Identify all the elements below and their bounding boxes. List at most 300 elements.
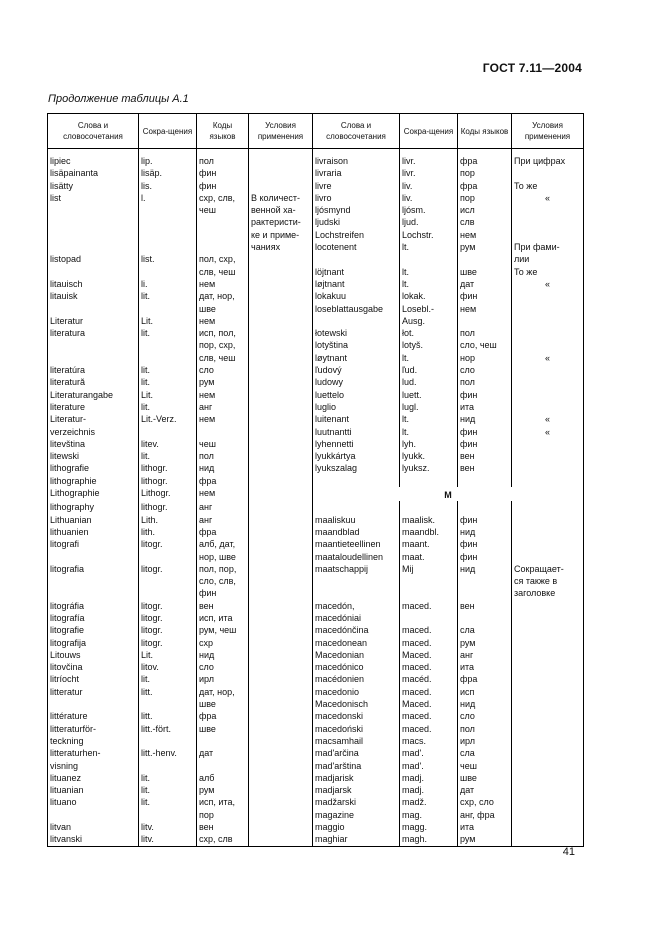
left-condition (249, 426, 313, 438)
left-word: litauisch (48, 278, 139, 290)
table-row (48, 796, 584, 808)
table-row (48, 612, 584, 624)
right-word: lyukkártya (313, 450, 400, 462)
right-abbr: ljósm. (400, 204, 458, 216)
right-lang: фин (458, 538, 512, 550)
left-lang: алб (197, 772, 249, 784)
left-word (48, 587, 139, 599)
right-word: maataloudellinen (313, 551, 400, 563)
left-word: lituanian (48, 784, 139, 796)
left-lang: нем (197, 278, 249, 290)
left-word (48, 216, 139, 228)
right-word: macedón, (313, 600, 400, 612)
left-condition (249, 266, 313, 278)
right-word: livraison (313, 155, 400, 167)
left-abbr: Lith. (139, 514, 197, 526)
right-condition: заголовке (512, 587, 584, 599)
right-word: maghiar (313, 833, 400, 846)
left-abbr (139, 352, 197, 364)
right-abbr: mad'. (400, 760, 458, 772)
right-abbr: madj. (400, 784, 458, 796)
right-abbr: Maced. (400, 649, 458, 661)
left-abbr (139, 735, 197, 747)
right-lang: нор (458, 352, 512, 364)
right-lang: пор (458, 192, 512, 204)
right-lang: фра (458, 673, 512, 685)
right-condition (512, 747, 584, 759)
right-abbr: maced. (400, 624, 458, 636)
left-word: litografi (48, 538, 139, 550)
right-lang: рум (458, 637, 512, 649)
right-condition (512, 698, 584, 710)
right-condition (512, 686, 584, 698)
right-lang: фин (458, 426, 512, 438)
left-condition (249, 167, 313, 179)
right-condition (512, 796, 584, 808)
left-word: Literatur- (48, 413, 139, 425)
left-condition (249, 526, 313, 538)
table-row (48, 514, 584, 526)
right-lang: нем (458, 303, 512, 315)
right-abbr: Lochstr. (400, 229, 458, 241)
right-abbr (400, 612, 458, 624)
left-condition (249, 450, 313, 462)
left-word: litovčina (48, 661, 139, 673)
left-lang: пол (197, 450, 249, 462)
right-abbr: livr. (400, 167, 458, 179)
right-abbr: lt. (400, 278, 458, 290)
left-lang: рум, чеш (197, 624, 249, 636)
left-abbr: litogr. (139, 624, 197, 636)
left-abbr (139, 809, 197, 821)
right-condition (512, 462, 584, 474)
left-abbr: lithogr. (139, 475, 197, 487)
right-abbr: magh. (400, 833, 458, 846)
right-abbr: liv. (400, 192, 458, 204)
right-abbr: Maced. (400, 698, 458, 710)
right-word: maantieteellinen (313, 538, 400, 550)
left-word: lithografie (48, 462, 139, 474)
right-condition: Сокращает- (512, 563, 584, 575)
left-abbr: litt. (139, 686, 197, 698)
table-row (48, 526, 584, 538)
left-word: litteratur (48, 686, 139, 698)
right-condition (512, 475, 584, 487)
left-abbr: litt.-fört. (139, 723, 197, 735)
left-condition: венной ха- (249, 204, 313, 216)
right-word: madžarski (313, 796, 400, 808)
left-lang: фин (197, 587, 249, 599)
left-abbr: lithogr. (139, 501, 197, 513)
right-lang: чеш (458, 760, 512, 772)
right-word: löjtnant (313, 266, 400, 278)
right-condition (512, 526, 584, 538)
right-word: lyhennetti (313, 438, 400, 450)
left-condition (249, 821, 313, 833)
left-lang: вен (197, 600, 249, 612)
left-abbr: lit. (139, 772, 197, 784)
table-row (48, 698, 584, 710)
left-abbr (139, 241, 197, 253)
right-abbr: maced. (400, 661, 458, 673)
right-lang: слв (458, 216, 512, 228)
left-word: Lithographie (48, 487, 139, 501)
left-word: listopad (48, 253, 139, 265)
left-condition (249, 180, 313, 192)
right-lang: фра (458, 180, 512, 192)
left-condition (249, 624, 313, 636)
right-lang: сло, чеш (458, 339, 512, 351)
right-condition (512, 167, 584, 179)
left-lang: пор (197, 809, 249, 821)
table-row (48, 389, 584, 401)
left-condition (249, 501, 313, 513)
section-letter: М (444, 490, 452, 501)
right-condition: « (512, 192, 584, 204)
left-lang: ирл (197, 673, 249, 685)
right-word: livre (313, 180, 400, 192)
right-condition (512, 784, 584, 796)
right-lang: сло (458, 364, 512, 376)
right-condition: лии (512, 253, 584, 265)
table-row (48, 229, 584, 241)
left-condition: чаниях (249, 241, 313, 253)
right-condition (512, 401, 584, 413)
right-condition (512, 327, 584, 339)
left-condition (249, 352, 313, 364)
right-lang (458, 587, 512, 599)
left-word (48, 204, 139, 216)
left-lang: схр, слв (197, 833, 249, 846)
right-condition (512, 649, 584, 661)
left-lang: фин (197, 167, 249, 179)
right-word: lokakuu (313, 290, 400, 302)
right-abbr (400, 253, 458, 265)
right-lang: пол (458, 723, 512, 735)
right-condition (512, 612, 584, 624)
right-word: macedonio (313, 686, 400, 698)
left-lang: пол, пор, (197, 563, 249, 575)
left-abbr: litogr. (139, 538, 197, 550)
right-word: luettelo (313, 389, 400, 401)
col-header-words: Слова и словосочетания (48, 114, 139, 149)
right-abbr: liv. (400, 180, 458, 192)
left-word: litvan (48, 821, 139, 833)
left-lang: сло, слв, (197, 575, 249, 587)
table-row (48, 735, 584, 747)
right-abbr: maalisk. (400, 514, 458, 526)
table-continuation-caption: Продолжение таблицы А.1 (48, 93, 189, 105)
table-row (48, 180, 584, 192)
right-abbr: lokak. (400, 290, 458, 302)
right-condition (512, 364, 584, 376)
left-word: litteraturför- (48, 723, 139, 735)
left-abbr: litogr. (139, 600, 197, 612)
table-row (48, 673, 584, 685)
left-condition (249, 637, 313, 649)
right-word: Lochstreifen (313, 229, 400, 241)
right-condition (512, 315, 584, 327)
left-word: literature (48, 401, 139, 413)
left-abbr (139, 587, 197, 599)
right-condition (512, 600, 584, 612)
left-lang: анг (197, 514, 249, 526)
left-abbr: Lit. (139, 649, 197, 661)
left-lang: рум (197, 784, 249, 796)
left-lang: чеш (197, 438, 249, 450)
left-condition (249, 327, 313, 339)
left-lang: нем (197, 389, 249, 401)
table-row (48, 475, 584, 487)
left-lang: исп, пол, (197, 327, 249, 339)
right-lang: вен (458, 462, 512, 474)
right-lang: шве (458, 772, 512, 784)
left-word: litríocht (48, 673, 139, 685)
left-word: verzeichnis (48, 426, 139, 438)
table-row (48, 772, 584, 784)
right-abbr: maandbl. (400, 526, 458, 538)
left-condition (249, 833, 313, 846)
left-lang: чеш (197, 204, 249, 216)
right-lang: нид (458, 563, 512, 575)
left-lang: схр (197, 637, 249, 649)
table-row (48, 253, 584, 265)
right-word: macédonien (313, 673, 400, 685)
left-abbr: lis. (139, 180, 197, 192)
table-row (48, 438, 584, 450)
left-lang: нем (197, 413, 249, 425)
left-abbr: lith. (139, 526, 197, 538)
abbreviation-table (47, 113, 584, 847)
left-condition (249, 796, 313, 808)
right-lang (458, 501, 512, 513)
left-condition (249, 587, 313, 599)
left-condition (249, 600, 313, 612)
right-condition (512, 376, 584, 388)
left-abbr (139, 575, 197, 587)
left-word: lithographie (48, 475, 139, 487)
right-word: macedóniai (313, 612, 400, 624)
right-abbr (400, 475, 458, 487)
left-lang: анг (197, 401, 249, 413)
right-condition (512, 216, 584, 228)
table-row (48, 501, 584, 513)
right-lang: фин (458, 551, 512, 563)
left-abbr: Lit. (139, 315, 197, 327)
left-condition (249, 413, 313, 425)
right-abbr: lt. (400, 266, 458, 278)
right-abbr: lt. (400, 413, 458, 425)
right-word: ljudski (313, 216, 400, 228)
right-abbr: magg. (400, 821, 458, 833)
right-abbr: lyh. (400, 438, 458, 450)
right-condition: « (512, 352, 584, 364)
right-word: magazine (313, 809, 400, 821)
left-condition (249, 278, 313, 290)
right-lang: фра (458, 155, 512, 167)
left-condition (249, 673, 313, 685)
right-condition (512, 723, 584, 735)
right-condition (512, 772, 584, 784)
left-condition (249, 735, 313, 747)
left-word: literatúra (48, 364, 139, 376)
right-abbr: ľud. (400, 364, 458, 376)
left-word (48, 241, 139, 253)
right-condition: При цифрах (512, 155, 584, 167)
left-abbr (139, 339, 197, 351)
left-abbr (139, 229, 197, 241)
right-word: livraria (313, 167, 400, 179)
left-abbr (139, 266, 197, 278)
col-header-cond: Условия применения (249, 114, 313, 149)
table-row (48, 784, 584, 796)
left-lang: нем (197, 315, 249, 327)
left-word: littérature (48, 710, 139, 722)
right-abbr: madž. (400, 796, 458, 808)
table-row (48, 303, 584, 315)
right-abbr: Losebl.- (400, 303, 458, 315)
right-word (313, 253, 400, 265)
right-condition (512, 229, 584, 241)
left-condition (249, 364, 313, 376)
left-condition (249, 462, 313, 474)
left-abbr (139, 204, 197, 216)
table-row (48, 833, 584, 846)
right-condition (512, 710, 584, 722)
right-lang: пор (458, 167, 512, 179)
right-lang: анг (458, 649, 512, 661)
left-lang: пол (197, 155, 249, 167)
right-word: mad'arčina (313, 747, 400, 759)
left-abbr: litov. (139, 661, 197, 673)
left-condition: ке и приме- (249, 229, 313, 241)
right-word: lotyština (313, 339, 400, 351)
left-word: litografía (48, 612, 139, 624)
right-condition: То же (512, 266, 584, 278)
standard-header: ГОСТ 7.11—2004 (482, 61, 582, 75)
right-word: maaliskuu (313, 514, 400, 526)
left-condition (249, 290, 313, 302)
right-lang: пол (458, 327, 512, 339)
right-abbr: maat. (400, 551, 458, 563)
left-abbr: litv. (139, 833, 197, 846)
left-abbr: lit. (139, 450, 197, 462)
left-lang: фра (197, 710, 249, 722)
right-abbr: Ausg. (400, 315, 458, 327)
right-lang: рум (458, 241, 512, 253)
table-row (48, 487, 584, 501)
left-condition (249, 575, 313, 587)
right-abbr: lugl. (400, 401, 458, 413)
right-condition (512, 833, 584, 846)
left-abbr: litt.-henv. (139, 747, 197, 759)
left-abbr (139, 303, 197, 315)
left-abbr: lit. (139, 364, 197, 376)
left-lang: сло (197, 661, 249, 673)
right-condition: « (512, 413, 584, 425)
right-abbr: madj. (400, 772, 458, 784)
right-abbr: maced. (400, 686, 458, 698)
left-word (48, 809, 139, 821)
col-header-abbr: Сокра-щения (400, 114, 458, 149)
right-abbr (400, 501, 458, 513)
left-word (48, 575, 139, 587)
right-word: loseblattausgabe (313, 303, 400, 315)
right-lang: анг, фра (458, 809, 512, 821)
table-row (48, 462, 584, 474)
right-word: ludowy (313, 376, 400, 388)
left-lang: дат (197, 747, 249, 759)
left-condition (249, 760, 313, 772)
right-condition (512, 501, 584, 513)
left-word (48, 266, 139, 278)
left-lang (197, 241, 249, 253)
table-row (48, 352, 584, 364)
right-word: livro (313, 192, 400, 204)
left-abbr: list. (139, 253, 197, 265)
right-lang (458, 315, 512, 327)
right-abbr: maced. (400, 723, 458, 735)
right-abbr: lyuksz. (400, 462, 458, 474)
right-lang: сло (458, 710, 512, 722)
left-abbr: lit. (139, 796, 197, 808)
right-condition (512, 673, 584, 685)
left-condition (249, 303, 313, 315)
left-abbr: lit. (139, 290, 197, 302)
left-word: litografia (48, 563, 139, 575)
right-condition: При фами- (512, 241, 584, 253)
right-word: maatschappij (313, 563, 400, 575)
left-word: Litouws (48, 649, 139, 661)
right-condition (512, 204, 584, 216)
left-abbr (139, 760, 197, 772)
right-word: luutnantti (313, 426, 400, 438)
right-abbr: maced. (400, 637, 458, 649)
table-row (48, 649, 584, 661)
left-condition (249, 747, 313, 759)
table-row (48, 563, 584, 575)
table-row (48, 413, 584, 425)
right-lang: фин (458, 514, 512, 526)
left-abbr: litogr. (139, 612, 197, 624)
right-lang: шве (458, 266, 512, 278)
left-condition (249, 475, 313, 487)
left-condition (249, 612, 313, 624)
right-abbr: lyukk. (400, 450, 458, 462)
col-header-lang: Коды языков (458, 114, 512, 149)
right-word (313, 315, 400, 327)
right-word: maggio (313, 821, 400, 833)
left-lang: нор, шве (197, 551, 249, 563)
left-abbr (139, 426, 197, 438)
left-abbr: litt. (139, 710, 197, 722)
right-word: ľudový (313, 364, 400, 376)
right-condition (512, 339, 584, 351)
left-condition (249, 563, 313, 575)
left-word: list (48, 192, 139, 204)
table-row (48, 637, 584, 649)
left-abbr: Lithogr. (139, 487, 197, 501)
right-word: locotenent (313, 241, 400, 253)
right-word: madjarsk (313, 784, 400, 796)
left-word: lisäpainanta (48, 167, 139, 179)
right-abbr: macéd. (400, 673, 458, 685)
left-condition (249, 649, 313, 661)
right-abbr: lt. (400, 241, 458, 253)
right-lang: дат (458, 784, 512, 796)
left-word: litvanski (48, 833, 139, 846)
left-lang: фра (197, 526, 249, 538)
